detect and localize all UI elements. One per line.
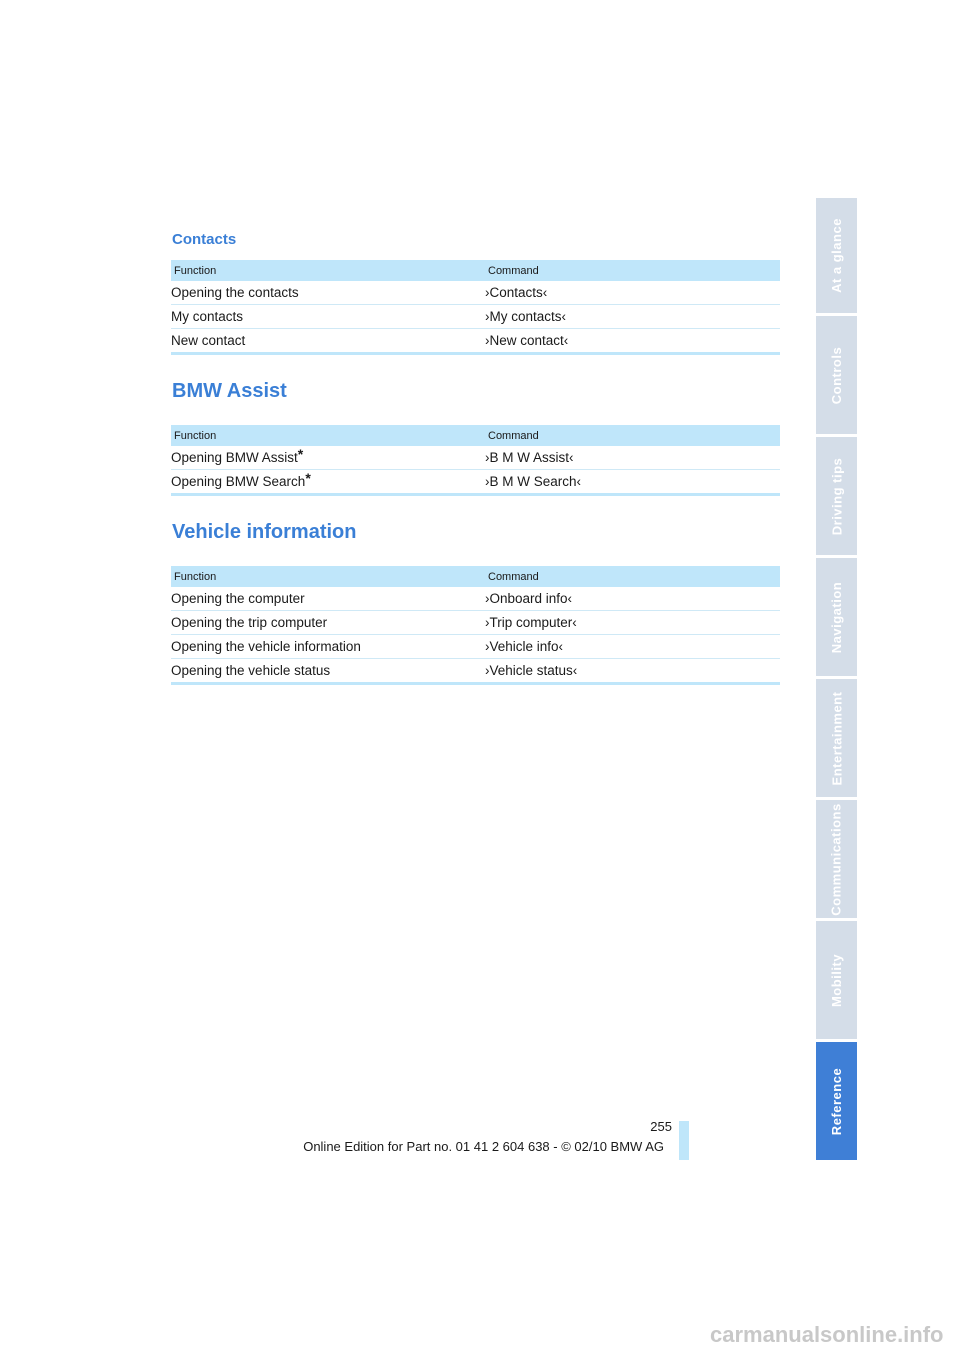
function-cell: New contact	[171, 329, 485, 354]
tab-label: Reference	[829, 1067, 844, 1135]
function-cell: Opening the trip computer	[171, 611, 485, 635]
tab-label: Communications	[829, 802, 844, 916]
table-row	[171, 329, 780, 354]
tab-mobility[interactable]	[816, 921, 857, 1039]
page-marker-bar	[679, 1121, 689, 1160]
tab-label: Driving tips	[829, 457, 845, 535]
function-cell: My contacts	[171, 305, 485, 329]
contacts-table	[171, 260, 780, 355]
tab-entertainment[interactable]	[816, 679, 857, 797]
column-header-command: Command	[485, 566, 780, 587]
tab-label: Controls	[829, 346, 845, 404]
table-row	[171, 587, 780, 611]
edition-note: Online Edition for Part no. 01 41 2 604 638 - © 02/10 BMW AG	[303, 1139, 664, 1154]
section-title-contacts: Contacts	[172, 231, 237, 248]
command-cell: ›New contact‹	[485, 329, 780, 354]
tab-driving-tips[interactable]	[816, 437, 857, 555]
tab-controls[interactable]	[816, 316, 857, 434]
watermark: carmanualsonline.info	[710, 1322, 944, 1347]
function-cell: Opening the contacts	[171, 281, 485, 305]
column-header-function: Function	[171, 566, 485, 587]
vehicle-information-table	[171, 566, 780, 685]
column-header-function: Function	[171, 260, 485, 281]
section-title-vehicle-information: Vehicle information	[172, 521, 357, 543]
column-header-command: Command	[485, 425, 780, 446]
section-title-bmw-assist: BMW Assist	[172, 380, 287, 402]
function-cell: Opening the vehicle status	[171, 659, 485, 684]
function-cell: Opening the vehicle information	[171, 635, 485, 659]
function-cell	[171, 446, 485, 470]
column-header-command: Command	[485, 260, 780, 281]
table-header	[171, 566, 780, 587]
command-cell: ›My contacts‹	[485, 305, 780, 329]
table-header	[171, 260, 780, 281]
table-row	[171, 611, 780, 635]
command-cell: ›B M W Search‹	[485, 470, 780, 495]
tab-reference[interactable]	[816, 1042, 857, 1160]
tab-label: Entertainment	[829, 691, 844, 785]
command-cell: ›Onboard info‹	[485, 587, 780, 611]
function-cell: Opening the computer	[171, 587, 485, 611]
command-cell: ›Vehicle info‹	[485, 635, 780, 659]
function-cell	[171, 470, 485, 495]
table-row	[171, 470, 780, 495]
bmw-assist-table	[171, 425, 780, 496]
tab-communications[interactable]	[816, 800, 857, 918]
tab-label: At a glance	[829, 218, 845, 293]
command-cell: ›Contacts‹	[485, 281, 780, 305]
tab-at-a-glance[interactable]	[816, 198, 857, 313]
table-header	[171, 425, 780, 446]
table-row	[171, 446, 780, 470]
tab-navigation[interactable]	[816, 558, 857, 676]
tab-label: Mobility	[829, 953, 845, 1007]
command-cell: ›Trip computer‹	[485, 611, 780, 635]
table-row	[171, 635, 780, 659]
table-row	[171, 659, 780, 684]
function-text: Opening BMW Search	[171, 474, 306, 489]
command-cell: ›B M W Assist‹	[485, 446, 780, 470]
column-header-function: Function	[171, 425, 485, 446]
tab-label: Navigation	[829, 581, 844, 653]
optional-equipment-star: *	[297, 446, 304, 462]
table-row	[171, 305, 780, 329]
page-number: 255	[650, 1119, 672, 1134]
table-row	[171, 281, 780, 305]
optional-equipment-star: *	[305, 470, 311, 486]
function-text: Opening BMW Assist	[171, 450, 298, 465]
command-cell: ›Vehicle status‹	[485, 659, 780, 684]
